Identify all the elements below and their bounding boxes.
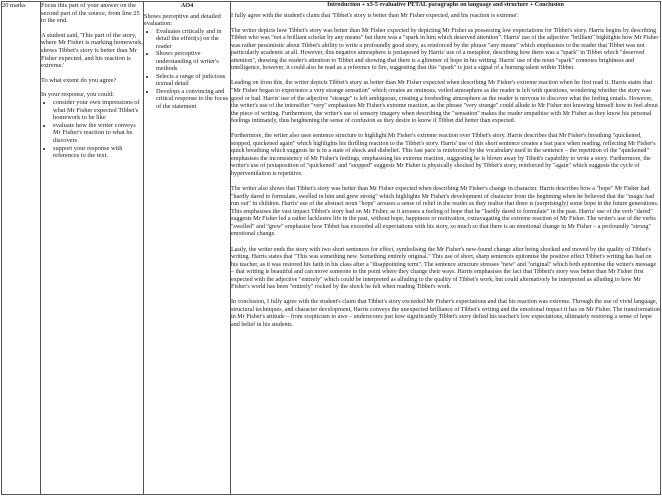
question-lead-in: In your response, you could: xyxy=(41,91,114,99)
ao-bullet: • Shows perceptive understanding of writer's methods xyxy=(156,50,230,73)
question-ask: To what extent do you agree? xyxy=(41,76,117,84)
marks-cell xyxy=(2,2,41,495)
marks-value: 20 marks xyxy=(2,2,26,9)
answer-paragraph: The writer depicts how Tibbet's story was better than Mr Fisher expected by depicting Mr Fisher as possessing low expectations for Tibbet's story. Harris begins by describing Tibbet who was "not a brilliant scholar by any means" but there was a "spark in him which deserved attention". Harris' use of the adjective "brilliant" highlights how Mr Fisher was rather pessimistic about Tibbet's ability to write a profoundly good story, as reinforced by the phrase "any means" which emphasises to the reader that Tibbet was not particularly academic at all. However, this negative atmosphere is juxtaposed by Harris' use of a metaphor, describing how there was a "spark" in Tibbet which "deserved attention", drawing the reader's attention to Tibbet and showing that there is a glimmer of hope in his writing. Harris' use of the noun "spark" connotes brightness and intelligence, however, it could also be read as a reference to fire, suggesting that this "spark" is just a signal of a burning talent within Tibbet. xyxy=(231,27,659,72)
question-statement: A student said, 'This part of the story, where Mr Fisher is marking homework, shows Tibbet's story is better than Mr Fisher expected, and his reaction is extreme.' xyxy=(41,31,143,70)
assessment-objective-cell xyxy=(144,2,231,495)
question-bullets xyxy=(41,99,143,160)
answer-title: Introduction + x3-5 evaluative PETAL paragraphs on language and structure + Conclusion xyxy=(327,2,564,8)
answer-conclusion: In conclusion, I fully agree with the student's claim that Tibbet's story exceeded Mr Fisher's expectations and that his reaction was extreme. Through the use of vivid language, structural techniques, and character development, Harris conveys the unexpected brilliance of Tibbet's writing and the emotional impact it has on Mr Fisher. The transformation in Mr Fisher's attitude – from scepticism to awe – underscores just how significantly Tibbet's story defied his teacher's low expectations, ultimately restoring a sense of hope and belief in his students. xyxy=(231,299,660,328)
model-answer-cell xyxy=(231,2,661,495)
answer-paragraph: The writer also shows that Tibbet's story was better than Mr Fisher expected when describing Mr Fisher's change in character. Harris describes how a "hope" Mr Fisher had "hardly dared to formulate, swelled in him and grew strong" which highlights Mr Fisher's development of character from the beginning when he believed that the "magic had run out" in children. Harris' use of the abstract noun "hope" arouses a sense of relief in the reader as they realise that there is (surprisingly) some hope in the future generations. This emphasises the vast impact Tibbet's story had on Mr Fisher, as it arouses a feeling of hope that he "hardly dared to formulate" in the past. Harris' use of the verb "dared" suggests Mr Fisher led a rather lacklustre life in the past, without hope, happiness or motivation, extravagating the extreme reaction of Mr Fisher. The writer's use of the verbs "swelled" and "grew" emphasise how Tibbet has exceeded all expectations with his story, so much so that there is an emotional change in Mr Fisher – a profoundly "strong" emotional change. xyxy=(231,186,659,238)
ao-bullet: • Develops a convincing and critical response to the focus of the statement xyxy=(156,88,230,111)
answer-paragraph: Lastly, the writer ends the story with two short sentences for effect, symbolising the Mr Fisher's new-found change after being shocked and moved by the quality of Tibbet's writing. Harris states that "This was something new. Something entirely original." This use of short, sharp sentences epitomise the positive effect Tibbet's writing has had on his teacher, as it was restored his faith in his class after a "disappointing term". The sentence structure stresses "new" and "original" which both epitomise the writer's message – that writing is beautiful and can move someone to the point where they change their ways. Harris emphasises the fact that Tibbett's story was better than Mr Fisher first expected with the adjective "entirely" which could be interpreted as alluding to the quality of Tibbet's work, but could alternatively be interpreted as alluding to how Mr Fisher's world has been "entirely" rocked by the shock he felt when reading Tibbet's work. xyxy=(231,246,657,291)
question-bullet: • evaluate how the writer conveys Mr Fisher's reaction to what he discovers xyxy=(53,122,143,145)
ao-bullets xyxy=(144,28,230,111)
answer-introduction: I fully agree with the student's claim that 'Tibbet's story is better than Mr Fisher expected, and his reaction is extreme'. xyxy=(231,12,519,19)
question-cell xyxy=(41,2,144,495)
ao-lead-in: Shows perceptive and detailed evaluation: xyxy=(144,12,221,27)
mark-scheme-table xyxy=(1,1,661,495)
ao-bullet: • Selects a range of judicious textual detail xyxy=(156,73,230,88)
question-bullet: • consider your own impressions of what Mr Fisher expected Tibbet's homework to be like xyxy=(53,99,143,122)
ao-bullet: • Evaluates critically and in detail the effect(s) on the reader xyxy=(156,28,230,51)
answer-paragraph: Furthermore, the writer also uses sentence structure to highlight Mr Fisher's extreme reaction over Tibbet's story. Harris describes that Mr Fisher's breathing "quickened, stopped, quickened again" which highlights his thrilling reaction to the Tibbet's story. Harris' use of this short sentence creates a fast pace when reading, reflecting Mr Fisher's quick breathing which suggests he is in a state of shock and disbelief. This fast pace is reinforced by the vocabulary used in the sentence – the repetition of the "quickened" emphasises the inconsistency of Mr Fisher's feelings, emphasising his extreme reaction, suggesting he is blown away by Tibett's capability to write a story. Furthermore, the writer's use of juxtaposition of "quickened" and "stopped" suggests Mr Fisher is physically shocked by Tibbet's story, reinforced by "again" which suggests the cycle of hyperventilation is repetitive. xyxy=(231,133,656,178)
mark-scheme-row xyxy=(2,2,661,495)
question-intro: Focus this part of your answer on the second part of the source, from line 25 to the end. xyxy=(41,2,140,25)
answer-paragraph: Leading on from this, the writer depicts Tibbet's story as better than Mr Fisher expected when describing Mr Fisher's extreme reaction when he first read it. Harris states that "Mr Fisher began to experience a very strange sensation" which creates an ominous, veiled atmosphere as the reader is left with questions, wondering whether the story was good or bad. Harris' use of the adjective "strange" is left ambiguous, creating a foreboding atmosphere as the reader is nervous to discover what the feeling entails. However, the writer's use of the intensifier "very" emphasises Mr Fisher's extreme reaction, as the phrase "very strange" could allude to Mr Fisher not knowing himself how to feel about the piece of writing. Furthermore, the writer's use of sensory imagery when describing the "sensation" makes the reader empathise with Mr Fisher as they know his personal feelings intimately, thus heightening the sense of confusion as they desire to know if Tibbet did better than expected. xyxy=(231,80,658,125)
ao-title: AO4 xyxy=(180,2,194,9)
question-bullet: • support your response with references to the text. xyxy=(53,145,143,160)
